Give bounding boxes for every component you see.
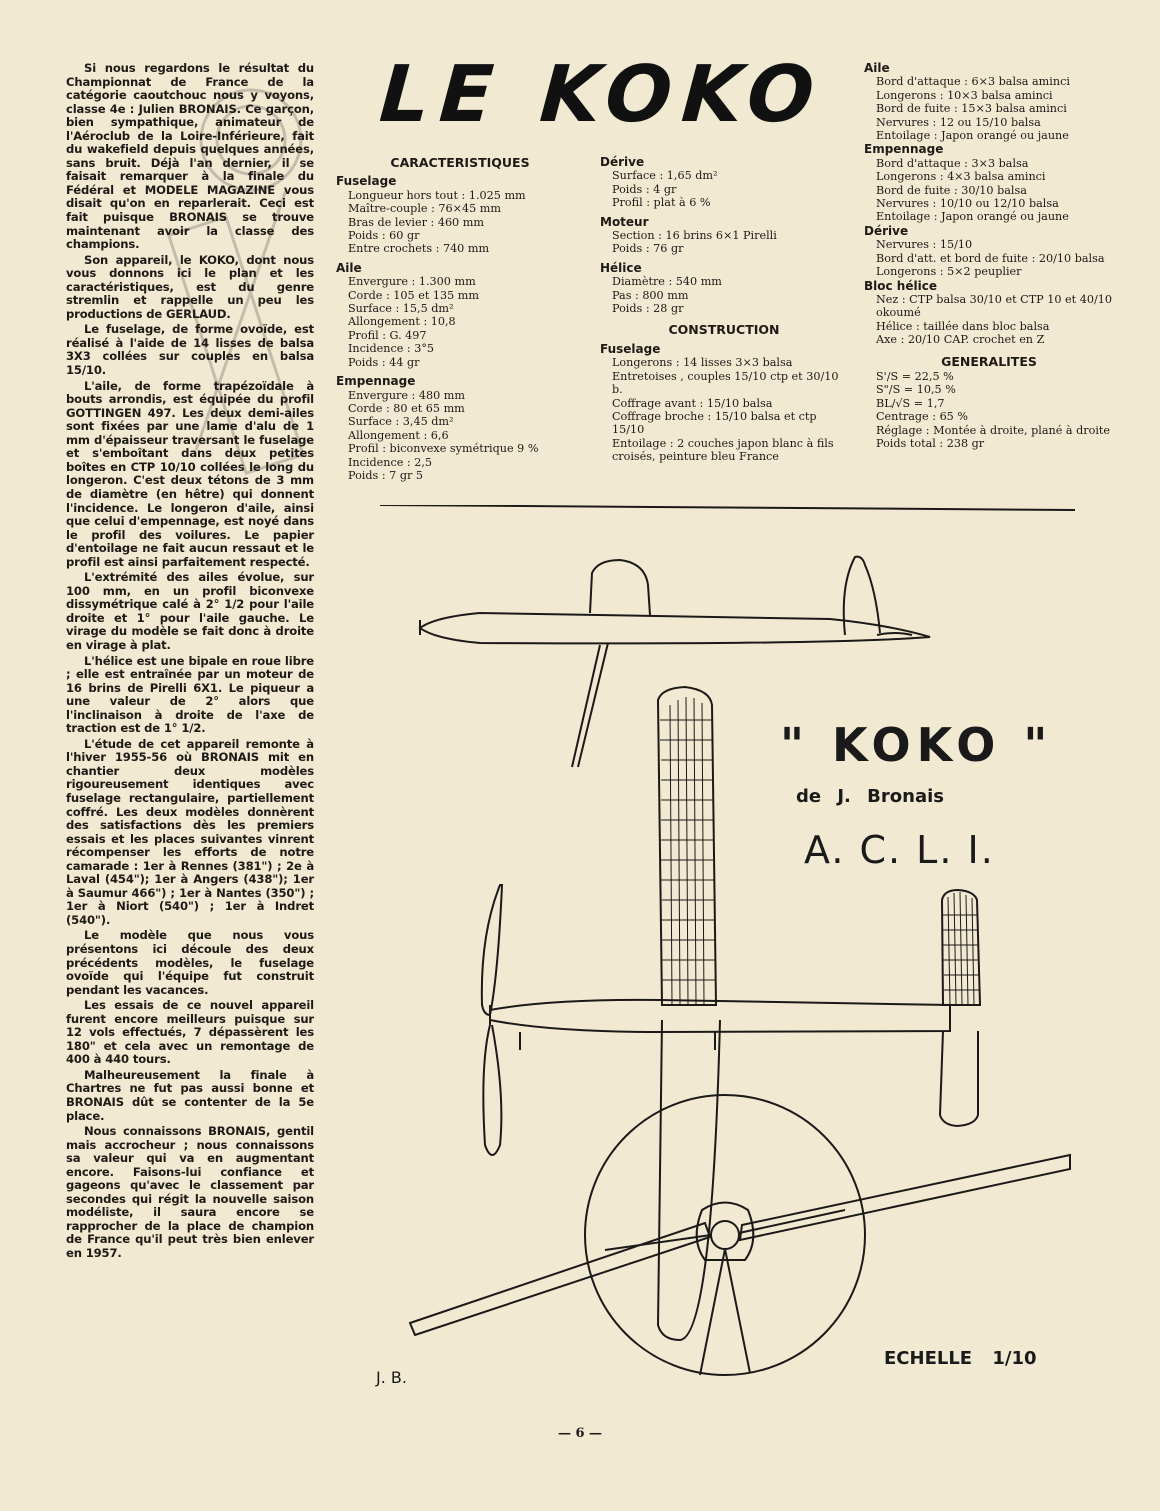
- spec-line: Section : 16 brins 6×1 Pirelli: [612, 229, 777, 243]
- model-plan-drawing: [350, 505, 1140, 1405]
- spec-line: Poids : 76 gr: [612, 242, 684, 256]
- spec-column-materials: [864, 62, 1114, 450]
- article-paragraph: Si nous regardons le résultat du Championnat de France de la catégorie caoutchouc nous y voyons, classe 4e : Julien BRONAIS. Ce garçon, bien sympathique, animateur de l'Aéroclub de la Loire-Inférieure, fait du wakefield depuis quelques années, sans bruit. Déjà l'an dernier, il se faisait remarquer à la finale du Fédéral et MODELE MAGAZINE vous disait qu'on en reparlerait. Ceci est fait puisque BRONAIS se trouve maintenant avoir la classe des champions.: [66, 61, 314, 252]
- article-paragraph: L'extrémité des ailes évolue, sur 100 mm, en un profil biconvexe dissymétrique calé à 2° 1/2 pour l'aile droite et 1° pour l'aile gauche. Le virage du modèle se fait donc à droite en virage à plat.: [66, 570, 314, 652]
- spec-line: Coffrage broche : 15/10 balsa et ctp 15/10: [612, 409, 817, 437]
- article-paragraph: Le fuselage, de forme ovoïde, est réalisé à l'aide de 14 lisses de balsa 3X3 collées sur couples en balsa 15/10.: [66, 322, 314, 378]
- spec-line: Incidence : 3°5: [348, 342, 435, 356]
- article-paragraph: Le modèle que nous vous présentons ici découle des deux précédents modèles, le fuselage ovoïde qui l'équipe fut construit pendant les vacances.: [66, 928, 314, 997]
- spec-line: Entre crochets : 740 mm: [348, 242, 490, 256]
- article-paragraph: Son appareil, le KOKO, dont nous vous donnons ici le plan et les caractéristiques, est du genre stremlin et rappelle un peu les productions de GERLAUD.: [66, 252, 314, 321]
- spec-line: Maître-couple : 76×45 mm: [348, 202, 502, 216]
- spec-section-title: Bloc hélice: [864, 278, 937, 293]
- spec-line: Coffrage avant : 15/10 balsa: [612, 396, 773, 410]
- spec-line: Bord de fuite : 15×3 balsa aminci: [876, 102, 1067, 116]
- spec-line: Envergure : 480 mm: [348, 388, 466, 402]
- spec-line: Incidence : 2,5: [348, 455, 433, 469]
- spec-line: Longueur hors tout : 1.025 mm: [348, 188, 526, 202]
- spec-section-title: Hélice: [600, 260, 642, 275]
- spec-line: Nervures : 10/10 ou 12/10 balsa: [876, 197, 1059, 211]
- spec-section-title: Moteur: [600, 214, 649, 229]
- spec-line: Poids : 28 gr: [612, 302, 684, 316]
- spec-line: S"/S = 10,5 %: [876, 383, 956, 397]
- spec-line: Axe : 20/10 CAP. crochet en Z: [876, 333, 1045, 347]
- spec-line: Corde : 80 et 65 mm: [348, 401, 465, 415]
- article-paragraph: L'aile, de forme trapézoïdale à bouts arrondis, est équipée du profil GOTTINGEN 497. Les deux demi-ailes sont fixées par une lame d'alu de 1 mm d'épaisseur traversant le fuselage et s'emboîtant dans deux petites boîtes en CTP 10/10 collées le long du longeron. C'est deux tétons de 3 mm de diamètre (en hêtre) qui donnent l'incidence. Le longeron d'aile, ainsi que celui d'empennage, est noyé dans le profil des voilures. Le papier d'entoilage ne fait aucun ressaut et le profil est ainsi parfaitement respecté.: [66, 378, 314, 569]
- spec-line: Allongement : 6,6: [348, 428, 449, 442]
- spec-line: Nez : CTP balsa 30/10 et CTP 10 et 40/10 okoumé: [876, 292, 1112, 320]
- spec-line: Profil : G. 497: [348, 328, 427, 342]
- spec-line: Nervures : 15/10: [876, 238, 973, 252]
- article-paragraph: Malheureusement la finale à Chartres ne fut pas aussi bonne et BRONAIS dût se contenter de la 5e place.: [66, 1067, 314, 1123]
- top-view-tailplane: [940, 890, 980, 1126]
- spec-line: Diamètre : 540 mm: [612, 275, 722, 289]
- page-number: — 6 —: [557, 1426, 603, 1441]
- spec-line: Surface : 1,65 dm²: [612, 169, 718, 183]
- section-heading: GENERALITES: [941, 353, 1037, 369]
- spec-line: Entoilage : Japon orangé ou jaune: [876, 210, 1069, 224]
- drawing-scale: ECHELLE 1/10: [884, 1348, 1037, 1369]
- spec-column-construction: [600, 150, 848, 464]
- spec-section-title: Dérive: [600, 155, 645, 169]
- spec-line: Allongement : 10,8: [348, 315, 456, 329]
- spec-line: Poids : 4 gr: [612, 182, 677, 196]
- spec-line: Poids : 44 gr: [348, 355, 420, 369]
- spec-section-title: Aile: [336, 260, 362, 275]
- spec-line: Profil : plat à 6 %: [612, 196, 711, 210]
- spec-line: Bras de levier : 460 mm: [348, 215, 484, 229]
- spec-line: S'/S = 22,5 %: [876, 369, 954, 383]
- spec-line: Corde : 105 et 135 mm: [348, 288, 480, 302]
- article-paragraph: Nous connaissons BRONAIS, gentil mais accrocheur ; nous connaissons sa valeur qui va en augmentant encore. Faisons-lui confiance et gageons qu'avec le classement par secondes qui régit la nouvelle saison modéliste, il saura encore se rapprocher de la place de champion de France qu'il peut très bien enlever en 1957.: [66, 1124, 314, 1261]
- section-heading: CARACTERISTIQUES: [390, 155, 530, 170]
- article-paragraph: L'hélice est une bipale en roue libre ; elle est entraînée par un moteur de 16 brins de Pirelli 6X1. Le piqueur a une valeur de 2° alors que l'inclinaison à droite de l'axe de traction est de 1° 1/2.: [66, 653, 314, 736]
- spec-line: Entoilage : Japon orangé ou jaune: [876, 129, 1069, 143]
- spec-section-title: Fuselage: [600, 341, 661, 356]
- front-view: [410, 1095, 1070, 1375]
- spec-line: Entretoises , couples 15/10 ctp et 30/10 b.: [612, 369, 839, 397]
- article-paragraph: L'étude de cet appareil remonte à l'hiver 1955-56 où BRONAIS mit en chantier deux modèles rigoureusement identiques avec fuselage rectangulaire, partiellement coffré. Les deux modèles donnèrent des satisfactions dès les premiers essais et les places suivantes vinrent récompenser les efforts de notre camarade : 1er à Rennes (381") ; 2e à Laval (454"); 1er à Angers (438"); 1er à Saumur 466") ; 1er à Nantes (350") ; 1er à Niort (540") ; 1er à Indret (540").: [66, 736, 314, 927]
- spec-line: BL/√S = 1,7: [876, 396, 945, 410]
- spec-section-title: Dérive: [864, 223, 909, 238]
- page-title: LE KOKO: [376, 50, 827, 140]
- divider-line: [380, 505, 1075, 510]
- spec-line: Bord d'attaque : 3×3 balsa: [876, 156, 1029, 170]
- spec-line: Hélice : taillée dans bloc balsa: [876, 319, 1050, 333]
- spec-line: Poids : 60 gr: [348, 229, 420, 243]
- spec-line: Longerons : 4×3 balsa aminci: [876, 170, 1046, 184]
- drawing-model-name: " KOKO ": [780, 718, 1054, 772]
- spec-line: Nervures : 12 ou 15/10 balsa: [876, 115, 1041, 129]
- spec-section-title: Fuselage: [336, 174, 397, 189]
- spec-line: Pas : 800 mm: [612, 288, 689, 302]
- spec-line: Réglage : Montée à droite, plané à droite: [876, 423, 1111, 437]
- spec-section-title: Aile: [864, 61, 890, 75]
- section-heading: CONSTRUCTION: [668, 322, 780, 338]
- spec-line: Poids total : 238 gr: [876, 436, 985, 450]
- drawing-author: de J. Bronais: [796, 786, 944, 807]
- spec-line: Poids : 7 gr 5: [348, 468, 424, 482]
- spec-line: Surface : 15,5 dm²: [348, 302, 454, 316]
- spec-section-title: Empennage: [864, 142, 944, 157]
- spec-line: Longerons : 5×2 peuplier: [876, 265, 1022, 279]
- spec-line: Profil : biconvexe symétrique 9 %: [348, 442, 539, 456]
- spec-line: Bord d'att. et bord de fuite : 20/10 balsa: [876, 251, 1105, 265]
- spec-line: Longerons : 10×3 balsa aminci: [876, 88, 1053, 102]
- spec-line: Bord d'attaque : 6×3 balsa aminci: [876, 75, 1070, 89]
- spec-line: Bord de fuite : 30/10 balsa: [876, 183, 1027, 197]
- article-text: [66, 62, 314, 1263]
- spec-line: Envergure : 1.300 mm: [348, 275, 476, 289]
- spec-line: Centrage : 65 %: [876, 410, 968, 424]
- article-paragraph: Les essais de ce nouvel appareil furent encore meilleurs puisque sur 12 vols effectués, 7 dépassèrent les 180" et cela avec un remontage de 400 à 440 tours.: [66, 998, 314, 1067]
- spec-column-characteristics: [336, 152, 584, 482]
- spec-line: Surface : 3,45 dm²: [348, 415, 454, 429]
- spec-section-title: Empennage: [336, 374, 416, 389]
- spec-line: Entoilage : 2 couches japon blanc à fils croisés, peinture bleu France: [612, 436, 834, 464]
- drawing-club: A. C. L. I.: [804, 828, 995, 872]
- spec-line: Longerons : 14 lisses 3×3 balsa: [612, 356, 793, 370]
- drawing-initials: J. B.: [376, 1368, 407, 1387]
